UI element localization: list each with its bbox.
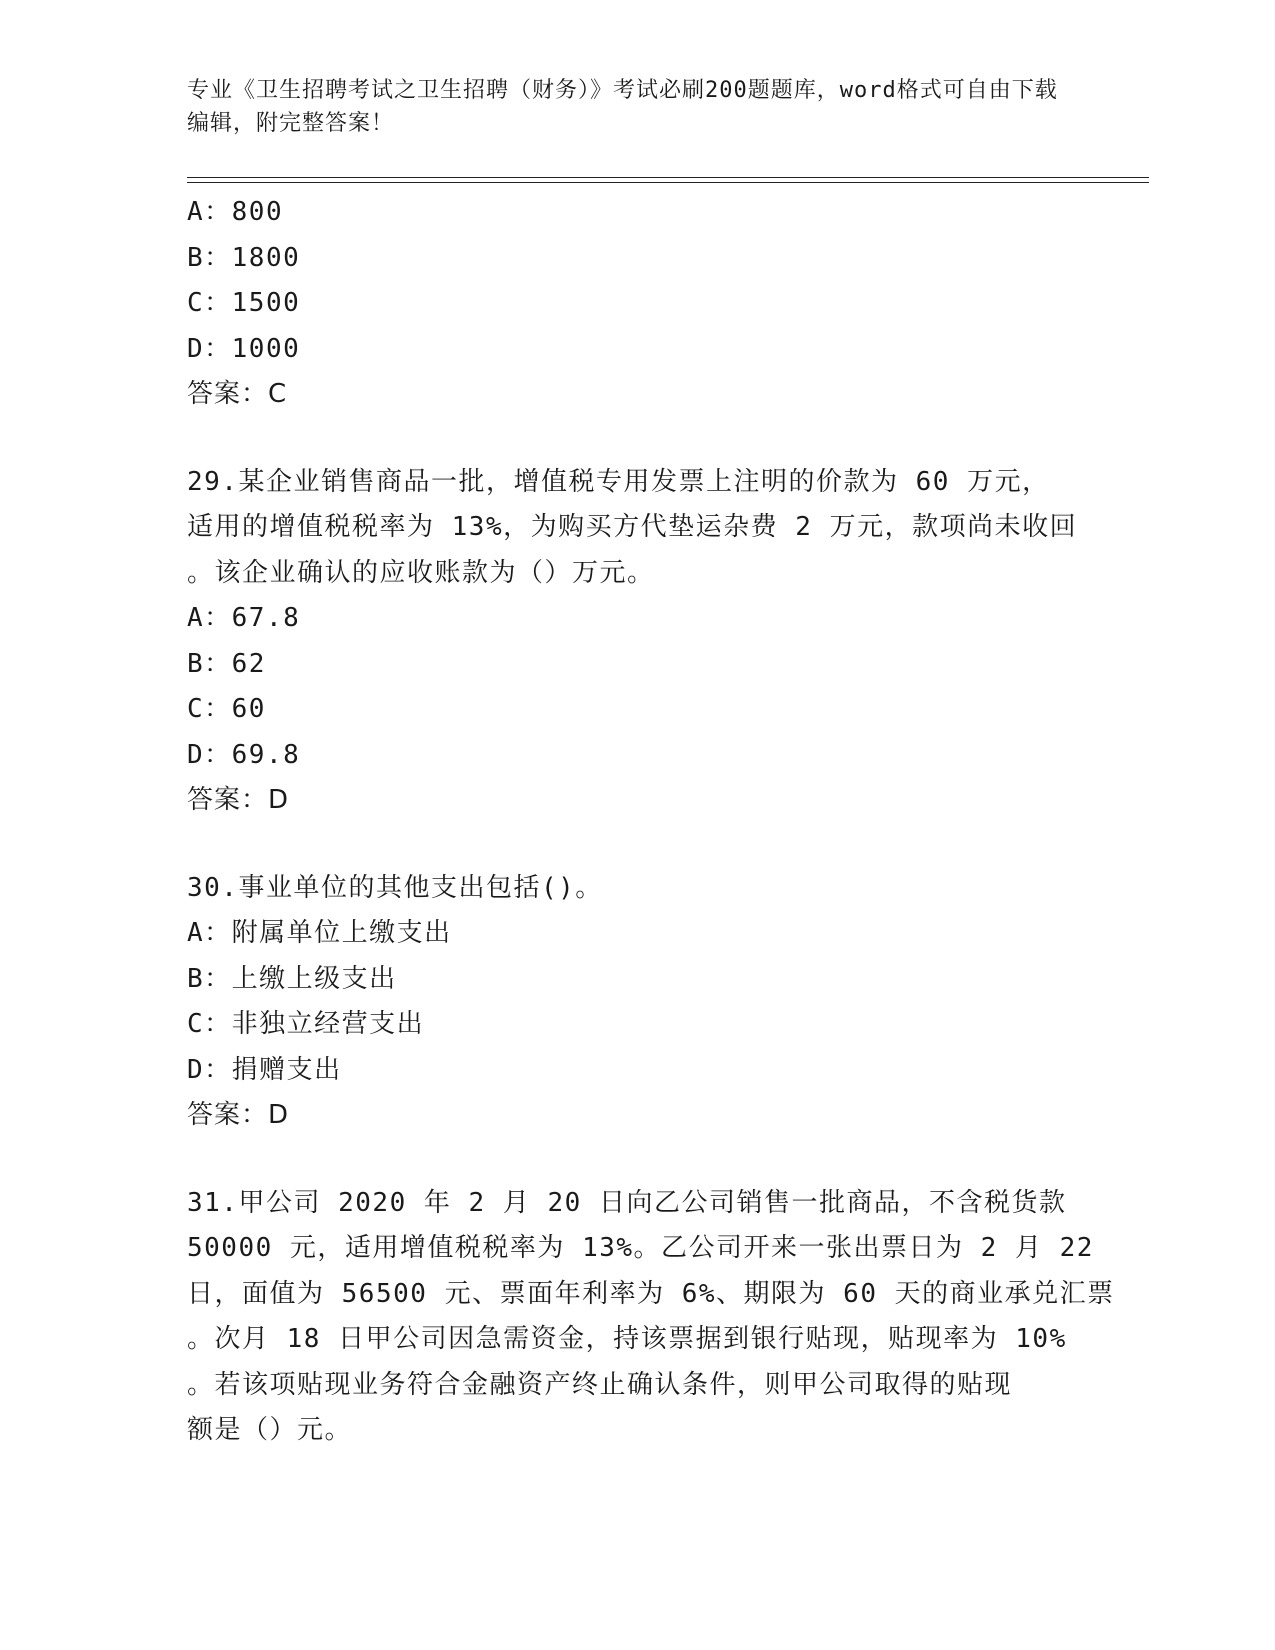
q28-answer: 答案：C (187, 379, 288, 409)
q31-text-line-4: 。次月 18 日甲公司因急需资金，持该票据到银行贴现，贴现率为 10% (187, 1324, 1067, 1354)
q29-text-line-2: 适用的增值税税率为 13%，为购买方代垫运杂费 2 万元，款项尚未收回 (187, 512, 1078, 542)
q28-option-c: C：1500 (187, 288, 301, 318)
q30-text-line-1: 30.事业单位的其他支出包括()。 (187, 872, 603, 903)
q29-text-line-3: 。该企业确认的应收账款为（）万元。 (187, 557, 655, 588)
q30-option-b: B：上缴上级支出 (187, 963, 397, 994)
q31-text-line-5: 。若该项贴现业务符合金融资产终止确认条件，则甲公司取得的贴现 (187, 1369, 1013, 1400)
header-rule-top (187, 177, 1149, 178)
q29-option-d: D：69.8 (187, 739, 301, 770)
q28-option-b: B：1800 (187, 242, 301, 273)
q31-text-line-2: 50000 元，适用增值税税率为 13%。乙公司开来一张出票日为 2 月 22 (187, 1233, 1094, 1263)
q29-option-b: B：62 (187, 648, 266, 679)
header-rule-bottom (187, 182, 1149, 183)
document-header: 专业《卫生招聘考试之卫生招聘（财务）》考试必刷200题题库，word格式可自由下载编辑，附完整答案！ (187, 78, 1058, 136)
q30-option-c: C：非独立经营支出 (187, 1009, 425, 1039)
q30-option-a: A：附属单位上缴支出 (187, 918, 452, 948)
q28-option-a: A：800 (187, 197, 284, 227)
spacer (187, 1139, 1087, 1181)
question-29-block (187, 460, 1087, 824)
spacer (187, 418, 1087, 460)
spacer (187, 824, 1087, 866)
q30-answer: 答案：D (187, 1100, 290, 1130)
question-31-block (187, 1181, 1115, 1454)
question-28-block (187, 190, 1087, 418)
q31-text-line-3: 日，面值为 56500 元、票面年利率为 6%、期限为 60 天的商业承兑汇票 (187, 1278, 1115, 1309)
q31-text-line-1: 31.甲公司 2020 年 2 月 20 日向乙公司销售一批商品，不含税货款 (187, 1187, 1067, 1218)
q29-answer: 答案：D (187, 785, 290, 815)
q29-option-a: A：67.8 (187, 603, 301, 633)
q29-option-c: C：60 (187, 694, 266, 724)
q31-text-line-6: 额是（）元。 (187, 1415, 353, 1445)
q29-text-line-1: 29.某企业销售商品一批，增值税专用发票上注明的价款为 60 万元， (187, 466, 1050, 497)
q30-option-d: D：捐赠支出 (187, 1054, 342, 1085)
questions-content (187, 190, 1115, 1454)
q28-option-d: D：1000 (187, 333, 301, 364)
question-30-block (187, 866, 1087, 1139)
